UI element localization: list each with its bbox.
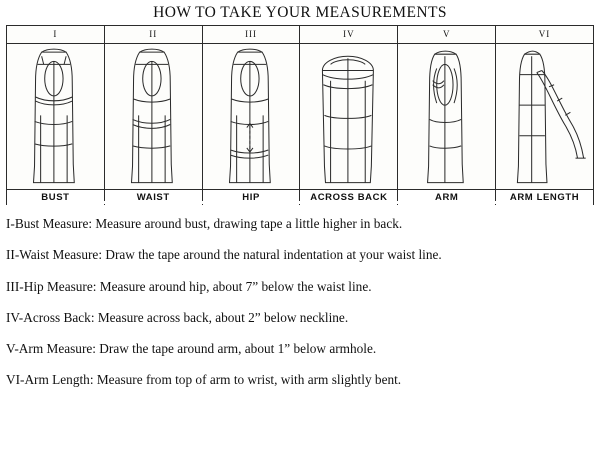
back-view-figure — [300, 44, 397, 189]
diagram-panel-arm — [398, 26, 496, 201]
panel-label: WAIST — [105, 189, 202, 205]
panel-numeral: IV — [300, 26, 397, 44]
page-title: HOW TO TAKE YOUR MEASUREMENTS — [153, 4, 447, 21]
instructions-list — [0, 205, 600, 387]
instruction-hip: III-Hip Measure: Measure around hip, about 7” below the waist line. — [6, 278, 372, 294]
diagram-panel-hip — [203, 26, 301, 201]
instruction-bust: I-Bust Measure: Measure around bust, drawing tape a little higher in back. — [6, 216, 403, 231]
instruction-arm-length: VI-Arm Length: Measure from top of arm to wrist, with arm slightly bent. — [6, 372, 402, 388]
torso-waist-figure — [105, 44, 202, 189]
panel-numeral: V — [398, 26, 495, 44]
panel-label: BUST — [7, 189, 104, 205]
diagram-panel-across-back — [300, 26, 398, 201]
measurement-diagram-strip — [6, 25, 594, 201]
panel-numeral: VI — [496, 26, 593, 44]
diagram-panel-bust — [7, 26, 105, 201]
arm-length-figure — [496, 44, 593, 189]
panel-label: ARM — [398, 189, 495, 205]
panel-numeral: III — [203, 26, 300, 44]
arm-circumference-figure — [398, 44, 495, 189]
instruction-across-back: IV-Across Back: Measure across back, about 2” below neckline. — [6, 309, 349, 325]
torso-hip-figure — [203, 44, 300, 189]
instruction-arm: V-Arm Measure: Draw the tape around arm, about 1” below armhole. — [6, 341, 377, 357]
instruction-waist: II-Waist Measure: Draw the tape around the natural indentation at your waist line. — [6, 247, 442, 263]
torso-bust-figure — [7, 44, 104, 189]
panel-label: ACROSS BACK — [300, 189, 397, 205]
panel-label: HIP — [203, 189, 300, 205]
panel-numeral: II — [105, 26, 202, 44]
diagram-panel-waist — [105, 26, 203, 201]
panel-numeral: I — [7, 26, 104, 44]
panel-label: ARM LENGTH — [496, 189, 593, 205]
diagram-panel-arm-length — [496, 26, 593, 201]
